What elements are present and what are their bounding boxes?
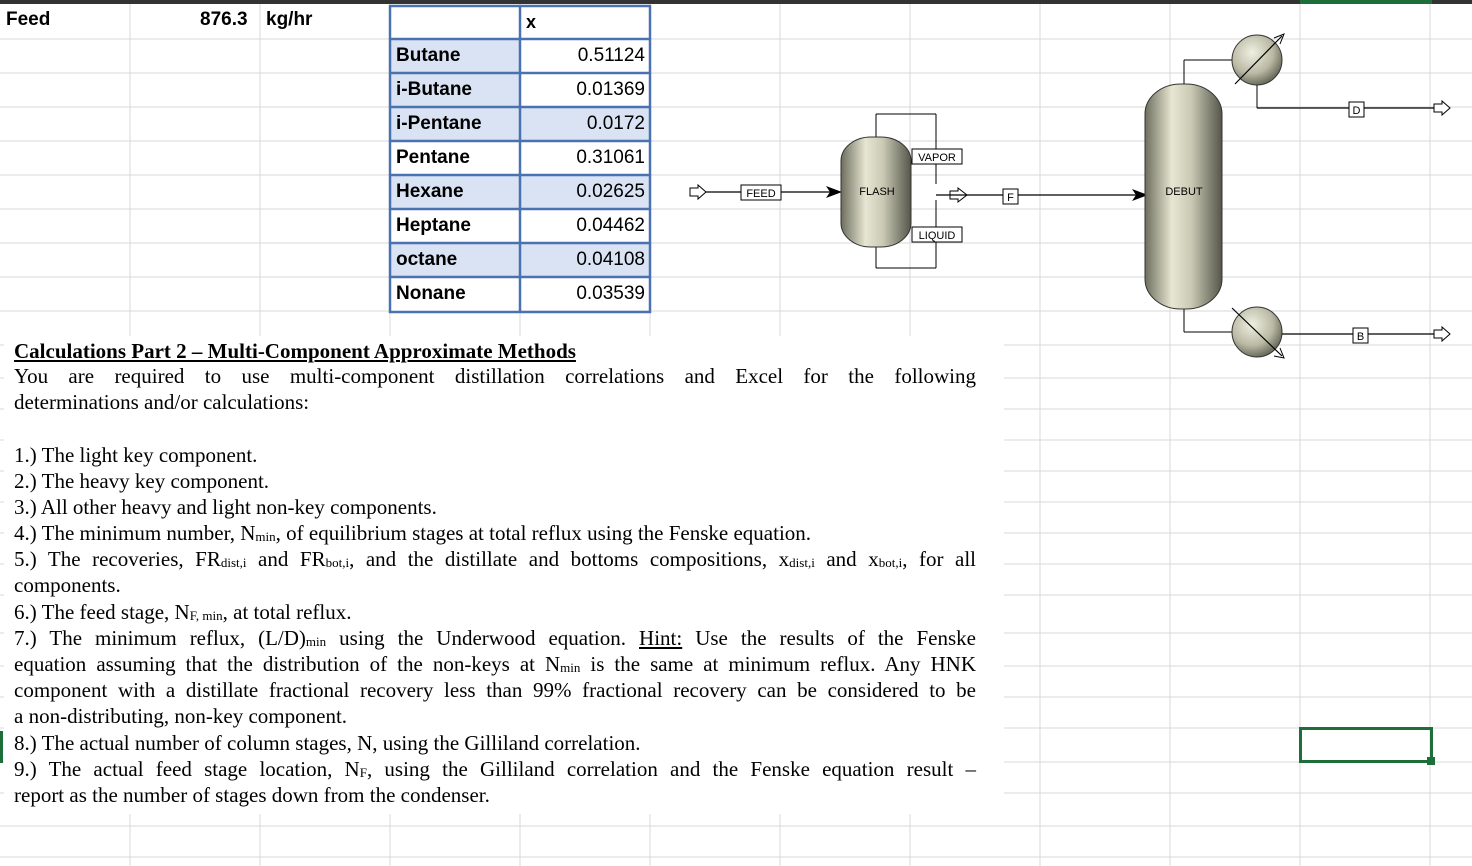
liquid-stream-label — [912, 227, 962, 242]
d-stream-label — [1349, 102, 1364, 117]
row-indicator — [0, 731, 3, 763]
item-4-post: , of equilibrium stages at total reflux using the Fenske equation. — [275, 521, 812, 545]
item-5-a: 5.) The recoveries, FR — [14, 547, 221, 571]
item-7-line-2-a: equation assuming that the distribution of the non-keys at N — [14, 652, 561, 676]
feed-unit-cell[interactable]: kg/hr — [266, 9, 313, 30]
item-6-pre: 6.) The feed stage, N — [14, 600, 190, 624]
f-stream[interactable] — [936, 188, 1148, 202]
item-5-line-2: components. — [14, 573, 121, 597]
fill-handle[interactable] — [1427, 757, 1435, 765]
item-4-sub: min — [255, 529, 276, 544]
feed-stream-label — [741, 185, 781, 200]
reboiler[interactable] — [1232, 307, 1284, 358]
svg-text:LIQUID: LIQUID — [918, 230, 956, 242]
item-4 — [14, 520, 976, 549]
selected-cell[interactable] — [1299, 727, 1433, 763]
item-7 — [14, 625, 976, 654]
item-9 — [14, 756, 976, 785]
item-5-b: and FR — [246, 547, 326, 571]
feed-label-cell[interactable]: Feed — [6, 9, 51, 30]
svg-text:VAPOR: VAPOR — [918, 152, 956, 164]
item-7-line-2 — [14, 651, 976, 680]
debutanizer-column[interactable] — [1145, 60, 1236, 332]
item-6 — [14, 599, 976, 628]
item-9-sub: F — [359, 765, 367, 780]
feed-value-cell[interactable]: 876.3 — [200, 9, 248, 30]
svg-text:FLASH: FLASH — [859, 186, 895, 198]
item-7-line-2-b: is the same at minimum reflux. Any HNK — [580, 652, 976, 676]
item-6-post: , at total reflux. — [222, 600, 352, 624]
item-6-sub: F, min — [189, 608, 223, 623]
svg-text:DEBUT: DEBUT — [1165, 186, 1203, 198]
item-7-line-4: a non-distributing, non-key component. — [14, 704, 348, 728]
intro-line-1: You are required to use multi-component distillation correlations and Excel for the following — [14, 364, 976, 388]
vapor-stream-label — [912, 149, 962, 164]
item-8: 8.) The actual number of column stages, N, using the Gilliland correlation. — [14, 731, 641, 755]
x-cell-pentane[interactable]: 0.31061 — [576, 147, 645, 168]
item-9-a: 9.) The actual feed stage location, N — [14, 757, 360, 781]
component-cell-nonane[interactable]: Nonane — [390, 277, 520, 311]
problem-text-box[interactable] — [4, 336, 1004, 814]
item-3: 3.) All other heavy and light non-key components. — [14, 495, 437, 519]
item-5-sub-1: dist,i — [220, 555, 247, 570]
item-7-line-2-sub: min — [560, 660, 581, 675]
f-stream-label — [1003, 189, 1018, 204]
item-9-line-2: report as the number of stages down from the condenser. — [14, 783, 490, 807]
item-7-line-3: component with a distillate fractional recovery less than 99% fractional recovery can be considered to be — [14, 678, 976, 702]
x-cell-octane[interactable]: 0.04108 — [520, 243, 650, 277]
item-5-sub-4: bot,i — [878, 555, 903, 570]
x-header-cell[interactable]: x — [526, 12, 537, 32]
item-4-pre: 4.) The minimum number, N — [14, 521, 256, 545]
item-2: 2.) The heavy key component. — [14, 469, 270, 493]
svg-text:FEED: FEED — [746, 188, 776, 200]
x-cell-hexane[interactable]: 0.02625 — [520, 175, 650, 209]
component-cell-i-butane[interactable]: i-Butane — [390, 73, 520, 107]
svg-text:F: F — [1007, 192, 1014, 204]
component-cell-i-pentane[interactable]: i-Pentane — [390, 107, 520, 141]
intro-line-2: determinations and/or calculations: — [14, 390, 310, 414]
item-5 — [14, 546, 976, 575]
item-5-d: and x — [814, 547, 879, 571]
x-cell-nonane[interactable]: 0.03539 — [576, 283, 645, 304]
x-cell-heptane[interactable]: 0.04462 — [576, 215, 645, 236]
item-9-b: , using the Gilliland correlation and the Fenske equation result – — [366, 757, 976, 781]
component-cell-octane[interactable]: octane — [390, 243, 520, 277]
item-5-e: , for all — [902, 547, 977, 571]
item-5-sub-2: bot,i — [325, 555, 350, 570]
component-cell-butane[interactable]: Butane — [390, 39, 520, 73]
b-stream-label — [1353, 328, 1368, 343]
x-cell-butane[interactable]: 0.51124 — [577, 45, 645, 66]
item-7-hint: Hint: — [639, 626, 683, 650]
item-5-c: , and the distillate and bottoms compositions, x — [349, 547, 790, 571]
item-7-c: Use the results of the Fenske — [682, 626, 976, 650]
svg-text:D: D — [1352, 105, 1361, 117]
item-5-sub-3: dist,i — [789, 555, 815, 570]
flash-drum[interactable] — [841, 114, 936, 268]
x-cell-i-butane[interactable]: 0.01369 — [576, 79, 645, 100]
condenser[interactable] — [1232, 34, 1284, 108]
component-cell-hexane[interactable]: Hexane — [390, 175, 520, 209]
component-cell-pentane[interactable]: Pentane — [390, 141, 520, 175]
item-7-sub: min — [305, 634, 327, 649]
problem-title: Calculations Part 2 – Multi-Component Approximate Methods — [14, 339, 576, 363]
item-7-b: using the Underwood equation. — [326, 626, 640, 650]
x-cell-i-pentane[interactable]: 0.0172 — [520, 107, 650, 141]
item-1: 1.) The light key component. — [14, 443, 258, 467]
component-cell-heptane[interactable]: Heptane — [390, 209, 520, 243]
svg-text:B: B — [1356, 331, 1365, 343]
item-7-a: 7.) The minimum reflux, (L/D) — [14, 626, 306, 650]
